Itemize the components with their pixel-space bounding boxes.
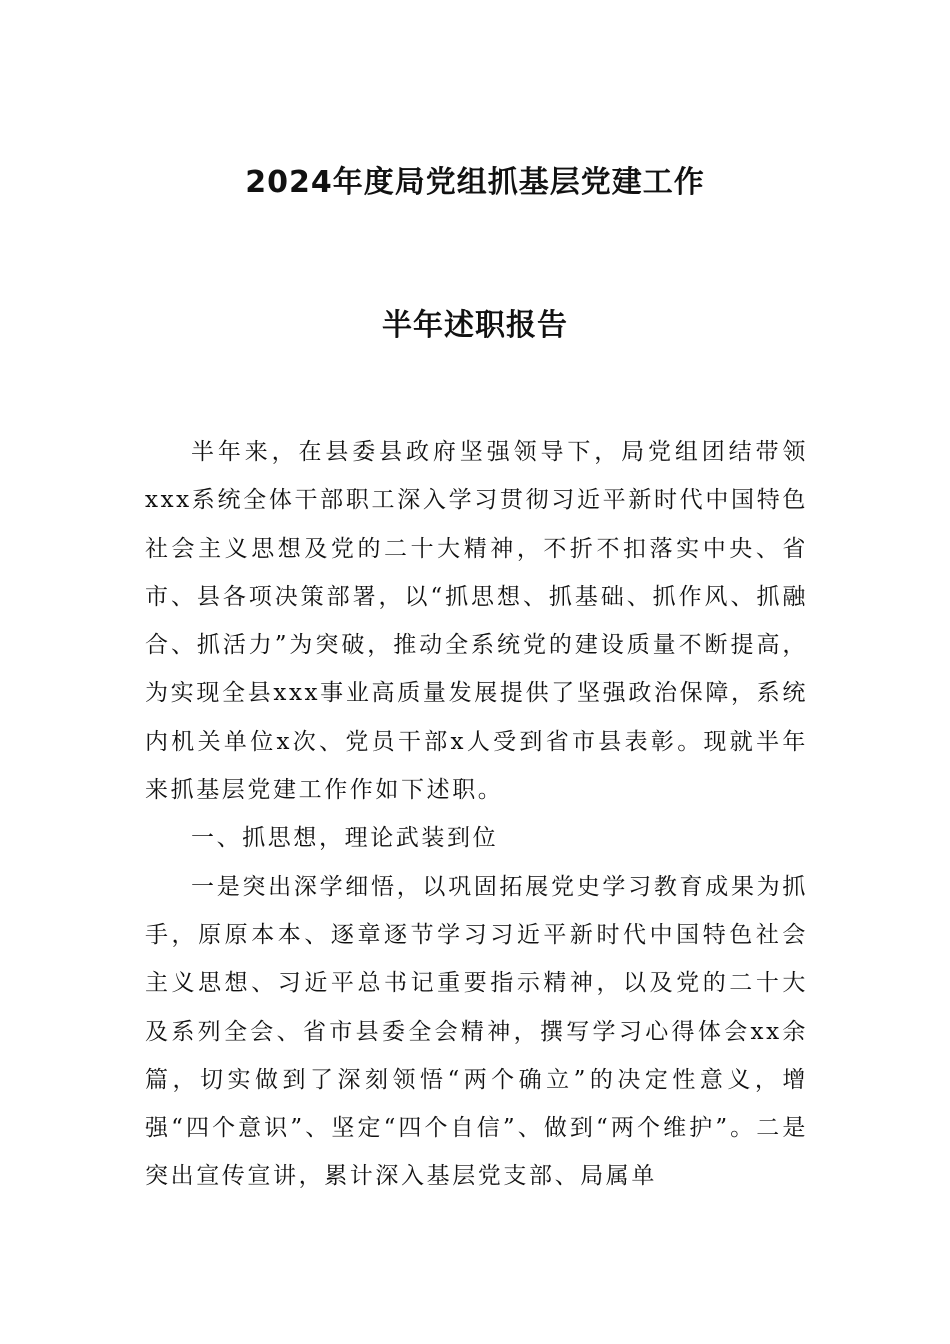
paragraph-intro: 半年来，在县委县政府坚强领导下，局党组团结带领xxx系统全体干部职工深入学习贯彻习近平新时代中国特色社会主义思想及党的二十大精神，不折不扣落实中央、省市、县各项决策部署，以“抓思想、抓基础、抓作风、抓融合、抓活力”为突破，推动全系统党的建设质量不断提高，为实现全县xxx事业高质量发展提供了坚强政治保障，系统内机关单位x次、党员干部x人受到省市县表彰。现就半年来抓基层党建工作作如下述职。 bbox=[145, 439, 808, 804]
document-title-line1: 2024年度局党组抓基层党建工作 bbox=[245, 165, 705, 200]
section-heading-1: 一、抓思想，理论武装到位 bbox=[191, 825, 499, 852]
paragraph-section-1: 一是突出深学细悟，以巩固拓展党史学习教育成果为抓手，原原本本、逐章逐节学习习近平新时代中国特色社会主义思想、习近平总书记重要指示精神，以及党的二十大及系列全会、省市县委全会精神，撰写学习心得体会xx余篇，切实做到了深刻领悟“两个确立”的决定性意义，增强“四个意识”、坚定“四个自信”、做到“两个维护”。二是突出宣传宣讲，累计深入基层党支部、局属单 bbox=[145, 873, 808, 1190]
document-title-line2: 半年述职报告 bbox=[382, 308, 568, 343]
document-body bbox=[145, 428, 808, 1201]
